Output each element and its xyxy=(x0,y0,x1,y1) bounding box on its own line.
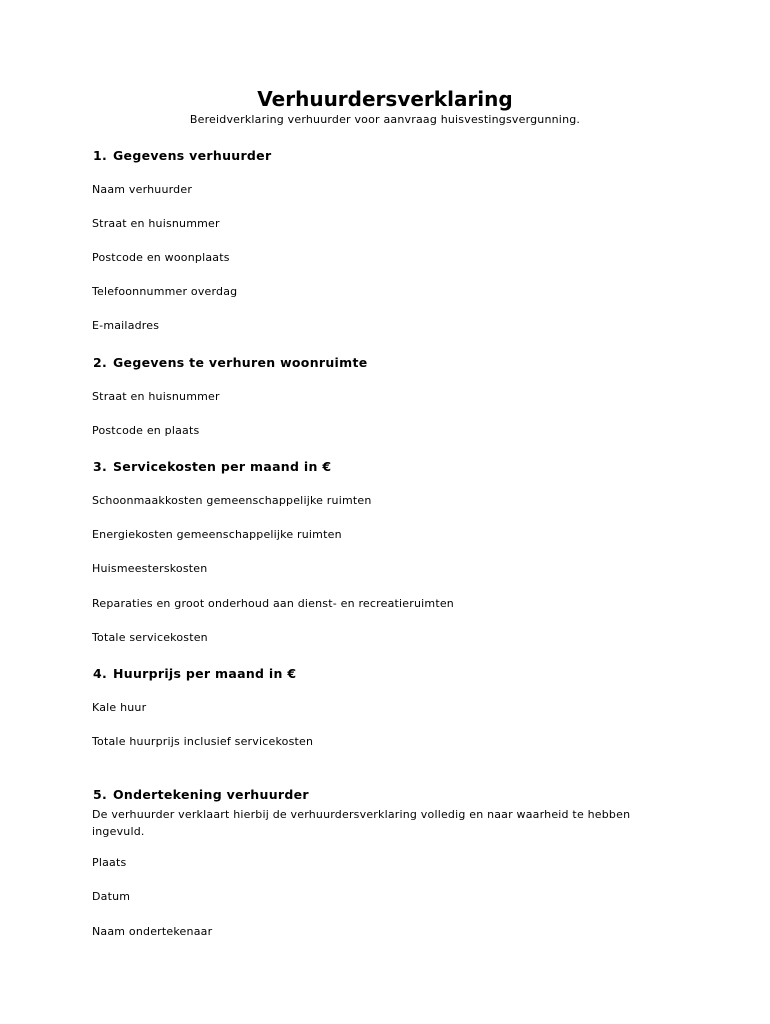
field-label-landlord-phone: Telefoonnummer overdag xyxy=(92,285,238,298)
field-label-landlord-email: E-mailadres xyxy=(92,319,160,332)
section-heading-signature xyxy=(93,787,309,803)
section-heading-landlord xyxy=(93,148,271,164)
document-title: Verhuurdersverklaring xyxy=(257,87,513,111)
field-label-property-street: Straat en huisnummer xyxy=(92,390,220,403)
section-title: Servicekosten per maand in € xyxy=(113,459,332,474)
section-number: 1. xyxy=(93,148,108,163)
section-number: 2. xyxy=(93,355,108,370)
section-number: 3. xyxy=(93,459,108,474)
field-label-landlord-name: Naam verhuurder xyxy=(92,183,193,196)
field-label-energy-costs: Energiekosten gemeenschappelijke ruimten xyxy=(92,528,342,541)
field-label-base-rent: Kale huur xyxy=(92,701,147,714)
field-label-landlord-street: Straat en huisnummer xyxy=(92,217,220,230)
field-label-total-service-costs: Totale servicekosten xyxy=(92,631,208,644)
section-number: 5. xyxy=(93,787,108,802)
section-title: Gegevens te verhuren woonruimte xyxy=(113,355,368,370)
section-title: Gegevens verhuurder xyxy=(113,148,272,163)
field-label-place: Plaats xyxy=(92,856,127,869)
section-title: Huurprijs per maand in € xyxy=(113,666,297,681)
section-heading-rent xyxy=(93,666,296,682)
section-heading-rental-property xyxy=(93,355,368,371)
field-label-date: Datum xyxy=(92,890,131,903)
field-label-landlord-postcode: Postcode en woonplaats xyxy=(92,251,230,264)
field-label-cleaning-costs: Schoonmaakkosten gemeenschappelijke ruimten xyxy=(92,494,372,507)
field-label-caretaker-costs: Huismeesterskosten xyxy=(92,562,208,575)
declaration-paragraph: De verhuurder verklaart hierbij de verhuurdersverklaring volledig en naar waarheid te hebben ingevuld. xyxy=(92,808,631,838)
document-subtitle: Bereidverklaring verhuurder voor aanvraag huisvestingsvergunning. xyxy=(189,113,581,126)
field-label-property-postcode: Postcode en plaats xyxy=(92,424,200,437)
field-label-total-rent: Totale huurprijs inclusief servicekosten xyxy=(92,735,314,748)
section-heading-service-costs xyxy=(93,459,331,475)
field-label-signer-name: Naam ondertekenaar xyxy=(92,925,213,938)
section-number: 4. xyxy=(93,666,108,681)
section-title: Ondertekening verhuurder xyxy=(113,787,309,802)
field-label-repair-costs: Reparaties en groot onderhoud aan dienst- en recreatieruimten xyxy=(92,597,454,610)
